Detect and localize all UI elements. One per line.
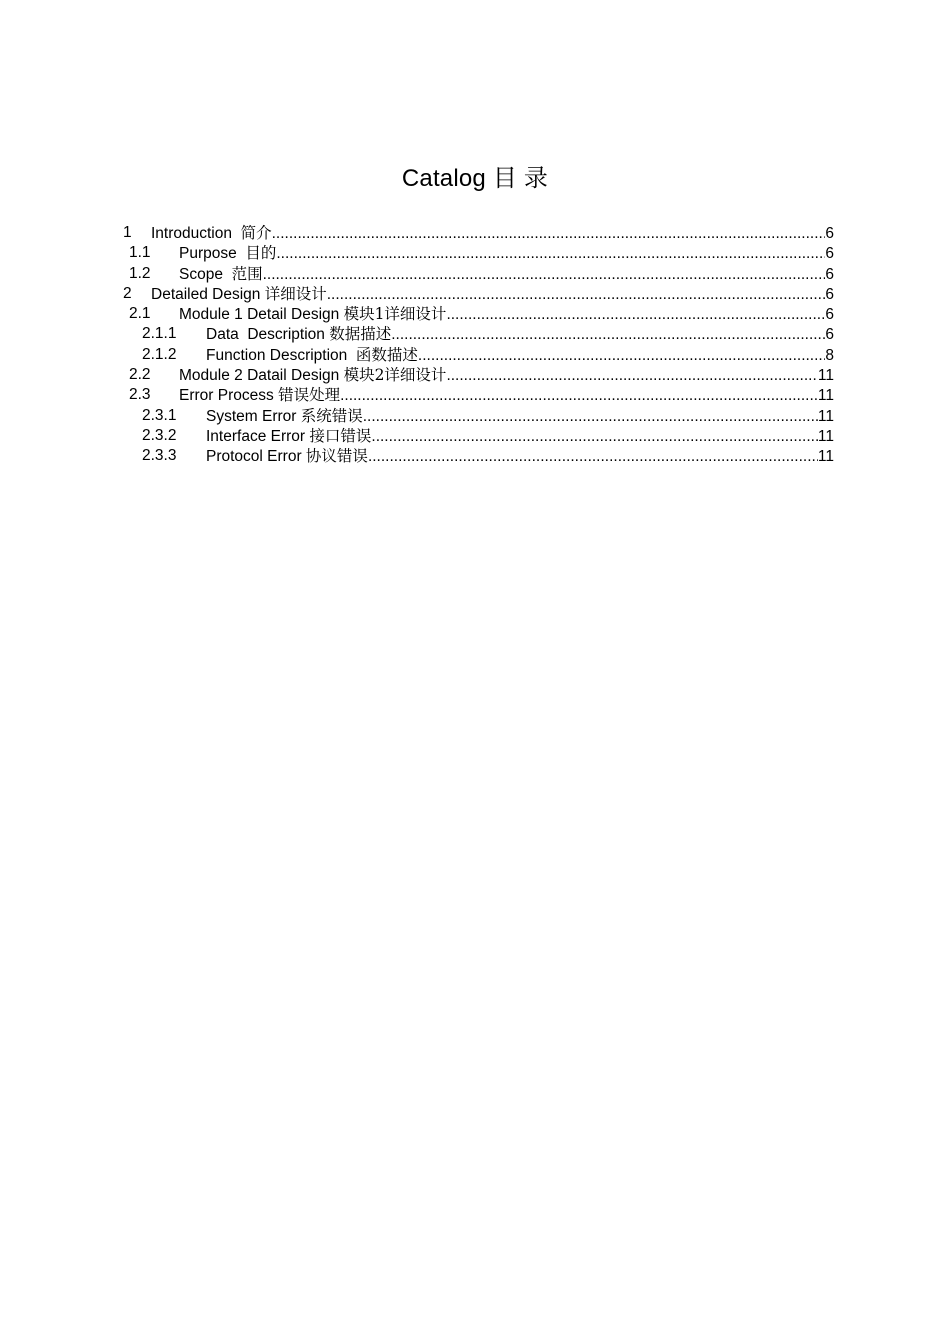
page-title: Catalog 目 录 (401, 165, 549, 192)
toc-entry-page-number: 6 (825, 225, 834, 242)
toc-dot-leader (340, 386, 818, 406)
toc-entry-title-cjk: 简介 (240, 224, 272, 242)
toc-entry-number: 1 (123, 224, 132, 241)
toc-dot-leader (368, 447, 818, 467)
toc-entry-title-cjk: 范围 (231, 264, 263, 283)
toc-entry-line (206, 406, 834, 427)
toc-entry-title-cjk: 模块1详细设计 (343, 305, 447, 324)
toc-dot-leader (446, 366, 817, 386)
toc-entry-page-number: 8 (825, 346, 834, 364)
toc-entry[interactable] (0, 304, 950, 324)
toc-dot-leader (272, 224, 826, 244)
toc-entry-line (151, 223, 834, 244)
toc-dot-leader (263, 265, 826, 285)
toc-entry-line (179, 264, 834, 285)
toc-entry-title: Introduction (151, 225, 241, 242)
toc-entry[interactable] (0, 243, 950, 263)
toc-entry[interactable] (0, 223, 950, 243)
toc-entry-number: 2.2 (129, 366, 151, 384)
toc-entry-number: 2 (123, 284, 132, 302)
toc-dot-leader (363, 407, 818, 427)
toc-entry-title: System Error (206, 407, 301, 425)
toc-entry-line (206, 324, 834, 345)
toc-entry-number: 2.3.1 (142, 406, 177, 424)
toc-dot-leader (446, 305, 825, 325)
toc-entry-title: Error Process (179, 387, 279, 405)
toc-dot-leader (276, 244, 825, 264)
toc-dot-leader (371, 427, 818, 447)
toc-dot-leader (418, 346, 825, 366)
toc-entry-number: 1.2 (129, 264, 151, 282)
toc-entry-title: Protocol Error (206, 448, 306, 466)
toc-dot-leader (391, 325, 825, 345)
toc-dot-leader (327, 285, 826, 305)
toc-entry-page-number: 11 (817, 387, 834, 405)
toc-entry-number: 1.1 (129, 244, 151, 262)
toc-entry-line (179, 304, 834, 325)
toc-entry[interactable] (0, 284, 950, 304)
toc-entry-number: 2.1.1 (142, 325, 177, 343)
toc-entry-title-cjk: 详细设计 (264, 284, 327, 303)
toc-entry-line (206, 446, 834, 467)
toc-entry-number: 2.3 (129, 386, 151, 404)
toc-entry[interactable] (0, 264, 950, 284)
toc-entry-title-cjk: 目的 (245, 244, 277, 263)
toc-entry[interactable] (0, 365, 950, 385)
toc-entry-line (206, 345, 834, 366)
toc-entry-number: 2.1.2 (142, 345, 177, 363)
toc-entry-page-number: 11 (817, 448, 834, 466)
toc-entry-number: 2.3.3 (142, 447, 177, 465)
toc-entry-page-number: 11 (817, 427, 834, 445)
toc-entry-title: Function Description (206, 346, 356, 364)
toc-entry-page-number: 11 (817, 367, 834, 385)
toc-entry-line (179, 365, 834, 386)
toc-entry-page-number: 6 (825, 306, 834, 324)
toc-entry-title: Detailed Design (151, 285, 265, 303)
toc-entry-line (206, 426, 834, 447)
toc-entry[interactable] (0, 446, 950, 466)
toc-entry-page-number: 6 (825, 265, 834, 283)
toc-entry-title-cjk: 函数描述 (355, 345, 418, 364)
toc-entry-page-number: 11 (817, 407, 834, 425)
toc-entry-title-cjk: 数据描述 (329, 325, 392, 344)
toc-entry-line (179, 385, 834, 406)
toc-entry[interactable] (0, 345, 950, 365)
table-of-contents (0, 223, 950, 467)
toc-entry-page-number: 6 (825, 285, 834, 303)
toc-entry-title: Data Description (206, 326, 330, 344)
toc-entry-number: 2.3.2 (142, 426, 177, 444)
toc-entry-title-cjk: 协议错误 (305, 447, 368, 466)
toc-entry-title-cjk: 接口错误 (309, 426, 372, 445)
toc-entry-title-cjk: 模块2详细设计 (343, 366, 447, 385)
toc-entry-title: Module 2 Datail Design (179, 367, 344, 385)
toc-entry[interactable] (0, 324, 950, 344)
toc-entry-title: Purpose (179, 245, 246, 263)
toc-entry-page-number: 6 (825, 326, 834, 344)
toc-entry-title-cjk: 错误处理 (278, 386, 341, 405)
toc-entry-title-cjk: 系统错误 (300, 406, 363, 425)
toc-entry[interactable] (0, 406, 950, 426)
toc-entry-line (179, 243, 834, 264)
toc-entry[interactable] (0, 385, 950, 405)
toc-entry-title: Module 1 Detail Design (179, 306, 344, 324)
toc-entry-page-number: 6 (825, 245, 834, 263)
toc-entry[interactable] (0, 426, 950, 446)
toc-entry-number: 2.1 (129, 305, 151, 323)
toc-entry-line (151, 284, 834, 305)
toc-entry-title: Interface Error (206, 427, 310, 445)
toc-entry-title: Scope (179, 265, 232, 283)
